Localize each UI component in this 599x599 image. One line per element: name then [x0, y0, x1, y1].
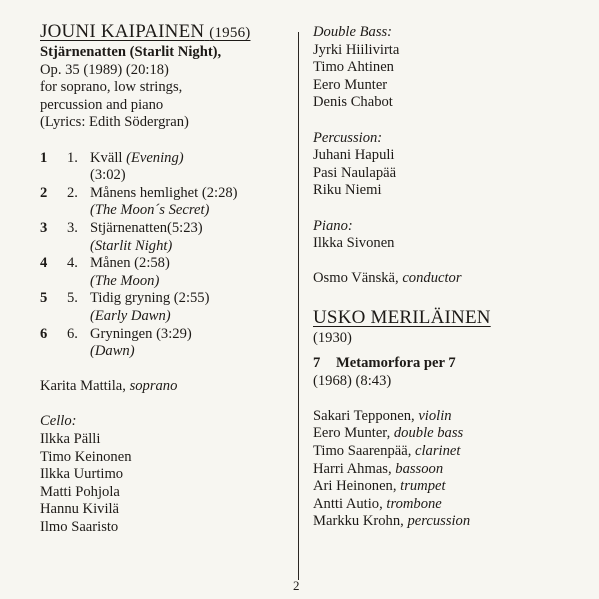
bassist-name: Jyrki Hiilivirta — [313, 41, 400, 58]
work-scoring-1: for soprano, low strings, — [40, 79, 183, 96]
track-translation: (Starlit Night) — [90, 237, 173, 254]
track-disc-number: 2 — [40, 184, 48, 201]
track-item — [40, 150, 290, 168]
track-title: Stjärnenatten(5:23) — [90, 219, 203, 236]
cellist-name: Matti Pohjola — [40, 483, 120, 500]
performer-credit: Sakari Tepponen, violin — [313, 407, 452, 424]
bassist-name: Denis Chabot — [313, 94, 393, 111]
track-duration: (3:02) — [90, 167, 126, 184]
track-disc-number: 5 — [40, 290, 48, 307]
performer-credit: Ari Heinonen, trumpet — [313, 478, 446, 495]
cellist-name: Ilmo Saaristo — [40, 519, 119, 536]
track-number: 5. — [67, 290, 78, 307]
performer-credit: Eero Munter, double bass — [313, 425, 464, 442]
percussionist-name: Juhani Hapuli — [313, 147, 395, 164]
left-column — [40, 20, 290, 537]
cello-list — [40, 431, 290, 537]
track-translation: (Dawn) — [90, 343, 135, 360]
track-disc-number: 6 — [40, 325, 48, 342]
track7-title: Metamorfora per 7 — [336, 355, 456, 372]
bass-section-label: Double Bass: — [313, 24, 393, 40]
track7-disc-number: 7 — [313, 355, 321, 372]
composer-years: (1956) — [209, 25, 251, 41]
track-number: 3. — [67, 219, 78, 236]
track-item — [40, 326, 290, 344]
cellist-name: Timo Keinonen — [40, 448, 132, 465]
performer-credit: Markku Krohn, percussion — [313, 513, 471, 530]
conductor-credit — [313, 270, 589, 288]
cello-section-label: Cello: — [40, 413, 77, 430]
work-scoring-2: percussion and piano — [40, 96, 164, 113]
track-disc-number: 4 — [40, 255, 48, 272]
percussion-section-label: Percussion: — [313, 129, 383, 146]
conductor-name: Osmo Vänskä, — [313, 270, 403, 287]
composer2-heading: USKO MERILÄINEN — [313, 306, 491, 328]
track-number: 6. — [67, 325, 78, 342]
composer2-years: (1930) — [313, 329, 352, 346]
page-number: 2 — [293, 578, 300, 593]
bassist-name: Timo Ahtinen — [313, 59, 394, 76]
track-translation: (Evening) — [126, 149, 184, 166]
cellist-name: Ilkka Pälli — [40, 431, 101, 448]
soloist-credit — [40, 378, 290, 396]
track7-info: (1968) (8:43) — [313, 372, 392, 389]
track-title: Gryningen (3:29) — [90, 325, 192, 342]
track-translation: (The Moon) — [90, 272, 160, 289]
work-opus: Op. 35 (1989) (20:18) — [40, 61, 169, 78]
piano-section-label: Piano: — [313, 217, 353, 234]
cellist-name: Hannu Kivilä — [40, 501, 120, 518]
track-number: 2. — [67, 184, 78, 201]
track-title: Månens hemlighet (2:28) — [90, 184, 238, 201]
composer-name: JOUNI KAIPAINEN — [40, 21, 205, 42]
track-item — [40, 290, 290, 308]
performer-credit: Timo Saarenpää, clarinet — [313, 443, 461, 460]
track-translation: (Early Dawn) — [90, 307, 171, 324]
track-item — [40, 185, 290, 203]
column-divider — [298, 32, 299, 580]
composer-heading — [40, 20, 290, 44]
track-title: Tidig gryning (2:55) — [90, 290, 210, 307]
track-item — [40, 255, 290, 273]
cellist-name: Ilkka Uurtimo — [40, 466, 124, 483]
bassist-name: Eero Munter — [313, 76, 388, 93]
track-disc-number: 3 — [40, 219, 48, 236]
performer-credit: Harri Ahmas, bassoon — [313, 460, 444, 477]
performer-credit: Antti Autio, trombone — [313, 495, 442, 512]
track-disc-number: 1 — [40, 149, 48, 166]
track-title: Månen (2:58) — [90, 255, 170, 272]
track-number: 4. — [67, 255, 78, 272]
bass-list — [313, 42, 589, 112]
track-item — [40, 220, 290, 238]
track-title: Kväll (Evening) — [90, 149, 184, 166]
pianist-name: Ilkka Sivonen — [313, 235, 395, 252]
track-translation: (The Moon´s Secret) — [90, 202, 210, 219]
conductor-role: conductor — [402, 270, 462, 287]
percussionist-name: Riku Niemi — [313, 182, 382, 199]
right-column — [313, 20, 589, 531]
work-lyrics: (Lyrics: Edith Södergran) — [40, 114, 189, 131]
track-number: 1. — [67, 149, 78, 166]
percussion-list — [313, 147, 589, 200]
track7-item — [313, 355, 589, 373]
soloist-role: soprano — [129, 378, 178, 395]
percussionist-name: Pasi Naulapää — [313, 164, 397, 181]
soloist-name: Karita Mattila, — [40, 378, 130, 395]
performer-list — [313, 408, 589, 531]
track-list — [40, 150, 290, 361]
work-title: Stjärnenatten (Starlit Night), — [40, 44, 222, 60]
